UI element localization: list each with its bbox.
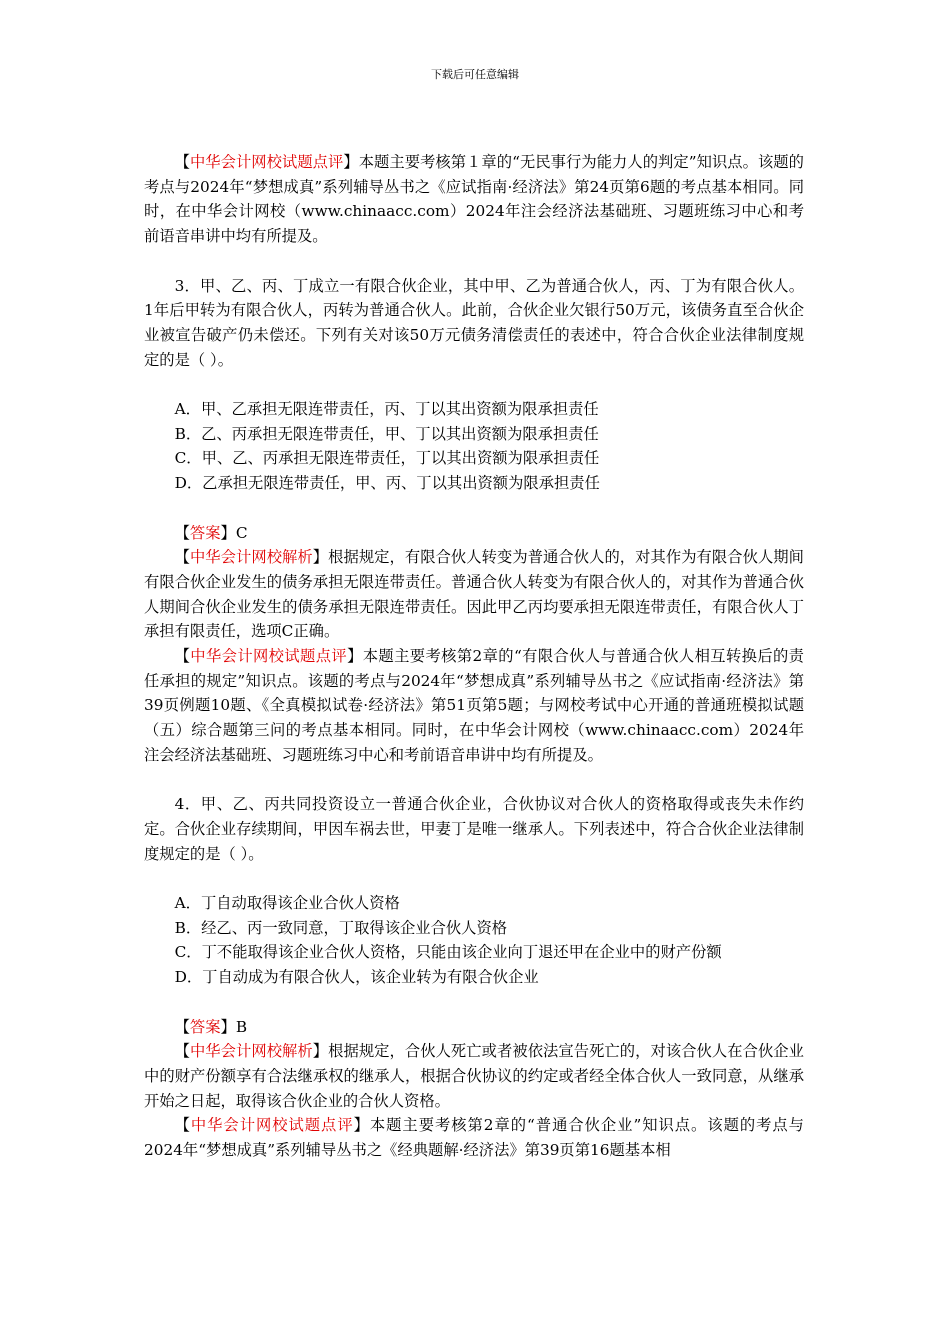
review-label: 中华会计网校试题点评 — [190, 1116, 354, 1135]
bracket-close: 】 — [343, 153, 359, 171]
question-3-review: 【中华会计网校试题点评】本题主要考核第2章的“有限合伙人与普通合伙人相互转换后的责任承担的规定”知识点。该题的考点与2024年“梦想成真”系列辅导丛书之《应试指南·经济法》第39页例题10题、《全真模拟试卷·经济法》第51页第5题；与网校考试中心开通的普通班模拟试题（五）综合题第三问的考点基本相同。同时，在中华会计网校（www.chinaacc.com）2024年注会经济法基础班、习题班练习中心和考前语音串讲中均有所提及。 — [144, 647, 804, 764]
answer-label: 答案 — [189, 1017, 221, 1036]
question-4-option-b: B．经乙、丙一致同意，丁取得该企业合伙人资格 — [174, 918, 508, 937]
commentary-text: 本题主要考核第１章的“无民事行为能力人的判定”知识点。该题的考点与2024年“梦想成真”系列辅导丛书之《应试指南·经济法》第24页第6题的考点基本相同。同时，在中华会计网校（www.chinaacc.com）2024年注会经济法基础班、习题班练习中心和考前语音串讲中均有所提及。 — [144, 153, 804, 246]
question-4-option-c: C．丁不能取得该企业合伙人资格，只能由该企业向丁退还甲在企业中的财产份额 — [174, 943, 722, 962]
commentary-paragraph — [144, 150, 804, 249]
review-label: 中华会计网校试题点评 — [190, 647, 348, 666]
question-3-option-b: B．乙、丙承担无限连带责任，甲、丁以其出资额为限承担责任 — [174, 424, 599, 443]
analysis-label: 中华会计网校解析 — [189, 548, 313, 567]
document-body — [144, 150, 804, 1163]
question-4-option-a: A．丁自动取得该企业合伙人资格 — [174, 894, 400, 913]
question-3-option-c: C．甲、乙、丙承担无限连带责任，丁以其出资额为限承担责任 — [174, 449, 600, 468]
question-3-analysis: 【中华会计网校解析】根据规定，有限合伙人转变为普通合伙人的，对其作为有限合伙人期间有限合伙企业发生的债务承担无限连带责任。普通合伙人转变为有限合伙人的，对其作为普通合伙人期间合伙企业发生的债务承担无限连带责任。因此甲乙丙均要承担无限连带责任，有限合伙人丁承担有限责任，选项C正确。 — [144, 548, 804, 641]
question-4-review: 【中华会计网校试题点评】本题主要考核第2章的“普通合伙企业”知识点。该题的考点与2024年“梦想成真”系列辅导丛书之《经典题解·经济法》第39页第16题基本相 — [144, 1116, 804, 1160]
analysis-text: 根据规定，有限合伙人转变为普通合伙人的，对其作为有限合伙人期间有限合伙企业发生的债务承担无限连带责任。普通合伙人转变为有限合伙人的，对其作为普通合伙人期间合伙企业发生的债务承担无限连带责任。因此甲乙丙均要承担无限连带责任，有限合伙人丁承担有限责任，选项C正确。 — [144, 548, 804, 641]
commentary-label: 中华会计网校试题点评 — [189, 153, 344, 171]
analysis-text: 根据规定，合伙人死亡或者被依法宣告死亡的，对该合伙人在合伙企业中的财产份额享有合法继承权的继承人，根据合伙协议的约定或者经全体合伙人一致同意，从继承开始之日起，取得该合伙企业的合伙人资格。 — [144, 1042, 804, 1110]
question-3-option-a: A．甲、乙承担无限连带责任，丙、丁以其出资额为限承担责任 — [174, 400, 599, 418]
question-3-answer: 【答案】C — [174, 523, 248, 542]
review-text: 本题主要考核第2章的“普通合伙企业”知识点。该题的考点与2024年“梦想成真”系列辅导丛书之《经典题解·经济法》第39页第16题基本相 — [144, 1116, 804, 1160]
analysis-label: 中华会计网校解析 — [189, 1042, 313, 1061]
question-3-stem: 3．甲、乙、丙、丁成立一有限合伙企业，其中甲、乙为普通合伙人，丙、丁为有限合伙人。1年后甲转为有限合伙人，丙转为普通合伙人。此前，合伙企业欠银行50万元，该债务直至合伙企业被宣告破产仍未偿还。下列有关对该50万元债务清偿责任的表述中，符合合伙企业法律制度规定的是（ ）。 — [144, 276, 804, 369]
answer-value: C — [235, 523, 248, 542]
answer-label: 答案 — [189, 523, 221, 542]
review-text: 本题主要考核第2章的“有限合伙人与普通合伙人相互转换后的责任承担的规定”知识点。该题的考点与2024年“梦想成真”系列辅导丛书之《应试指南·经济法》第39页例题10题、《全真模拟试卷·经济法》第51页第5题；与网校考试中心开通的普通班模拟试题（五）综合题第三问的考点基本相同。同时，在中华会计网校（www.chinaacc.com）2024年注会经济法基础班、习题班练习中心和考前语音串讲中均有所提及。 — [144, 647, 804, 764]
question-3-option-d: D．乙承担无限连带责任，甲、丙、丁以其出资额为限承担责任 — [174, 474, 600, 493]
question-4-analysis: 【中华会计网校解析】根据规定，合伙人死亡或者被依法宣告死亡的，对该合伙人在合伙企业中的财产份额享有合法继承权的继承人，根据合伙协议的约定或者经全体合伙人一致同意，从继承开始之日起，取得该合伙企业的合伙人资格。 — [144, 1042, 804, 1110]
page-header: 下载后可任意编辑 — [431, 68, 519, 81]
answer-value: B — [235, 1017, 248, 1036]
question-4-option-d: D．丁自动成为有限合伙人，该企业转为有限合伙企业 — [174, 968, 539, 987]
question-4-answer: 【答案】B — [174, 1017, 248, 1036]
bracket-open: 【 — [174, 153, 190, 171]
question-4-stem: 4．甲、乙、丙共同投资设立一普通合伙企业，合伙协议对合伙人的资格取得或丧失未作约定。合伙企业存续期间，甲因车祸去世，甲妻丁是唯一继承人。下列表述中，符合合伙企业法律制度规定的是（ ）。 — [144, 795, 804, 863]
